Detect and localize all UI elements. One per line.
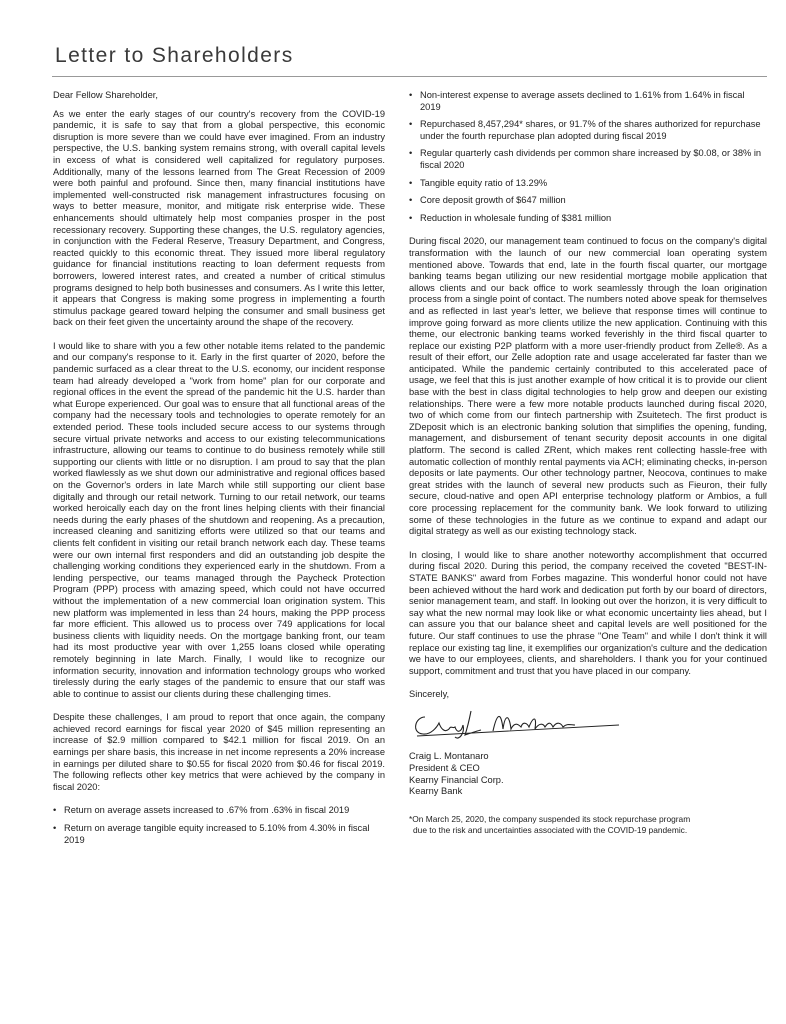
metric-item: • Return on average assets increased to .67% from .63% in fiscal 2019: [53, 805, 385, 817]
footnote-line: *On March 25, 2020, the company suspended its stock repurchase program: [409, 814, 691, 825]
paragraph-pandemic-response: I would like to share with you a few other notable items related to the pandemic and our company's response to it. Early in the first quarter of 2020, before the pandemic surfaced as a clear threat to the U.S. economy, our incident response team had already developed a "work from home" plan for our corporate and regional offices in the event the spread of the pandemic hit the U.S. harder than what Europe experienced. Our goal was to ensure that all functional areas of the company had the necessary tools and technologies to operate remotely for an extended period. These tools included secure access to our systems through secure virtual private networks and access to our existing telecommunications infrastructure, allowing our teams to continue to do business remotely while still supporting our clients with little or no disruption. I am proud to say that the plan worked flawlessly as we shut down our administrative and regional offices based on the Governor's orders in late March while still supporting our client base digitally and through our retail network. Turning to our retail network, our teams worked heroically each day on the front lines helping clients with their financial needs during the early phases of the shutdown and reopening. As a precaution, increased cleaning and sanitizing efforts were utilized so that our teams and clients felt confident in visiting our retail branch network each day. These teams were our own internal first responders and did an outstanding job despite the challenging working conditions they experienced early in the shutdown. From a lending perspective, our teams managed through the Paycheck Protection Program (PPP) process with amazing speed, which could not have occurred without the implementation of a new commercial loan origination system. This new platform was implemented in less than 24 hours, making the PPP process far more efficient. This allowed us to process over 749 applications for local business clients with liquidity needs. On the mortgage banking front, our team had its most productive year with over 1,255 loans closed while operating remotely beginning in late March. Finally, I would like to recognize our information security, innovation and information technology groups who worked tirelessly during the early stages of the pandemic to ensure that our staff was able to continue to assist our clients during these challenging times.: [53, 340, 385, 699]
greeting: Dear Fellow Shareholder,: [53, 90, 158, 100]
footnote-line: due to the risk and uncertainties associated with the COVID-19 pandemic.: [413, 824, 688, 835]
metric-item: • Return on average tangible equity increased to 5.10% from 4.30% in fiscal 2019: [53, 823, 385, 846]
closing-salutation: Sincerely,: [409, 689, 450, 700]
right-column: [409, 90, 767, 835]
signer-name: Craig L. Montanaro: [409, 750, 489, 761]
paragraph-earnings: Despite these challenges, I am proud to report that once again, the company achieved record earnings for fiscal year 2020 of $45 million representing an increase of $2.9 million compared to $42.1 million for fiscal 2019. On an earnings per share basis, this increase in net income represents a 20% increase in earnings per diluted share to $0.55 for fiscal 2020 from $0.46 for fiscal 2019. The following reflects other key metrics that were achieved by the company in fiscal 2020:: [53, 712, 385, 792]
metric-item: • Regular quarterly cash dividends per common share increased by $0.08, or 38% in fiscal 2020: [409, 148, 767, 171]
paragraph-recovery: As we enter the early stages of our country's recovery from the COVID-19 pandemic, it is safe to say that from a global perspective, this economic disruption is more severe than we could have ever imagined. From an industry perspective, the U.S. banking system remains strong, with overall capital levels in excess of what is considered well capitalized for regulatory purposes. Additionally, many of the lessons learned from The Great Recession of 2009 were both painful and profound. Since then, many financial institutions have implemented well-constructed risk management infrastructures focusing on ways to better measure, monitor, and mitigate risk enterprise wide. These enhancements should ultimately help most companies prosper in the post recessionary recovery. Supporting these changes, the U.S. regulatory agencies, in conjunction with the Federal Reserve, Treasury Department, and Congress, reacted quickly to this economic threat. They issued more liberal regulatory guidance for financial institutions reacting to loan deferment requests from borrowers, lowered interest rates, and created a number of critical stimulus programs designed to help both businesses and consumers. As I write this letter, it appears that Congress is making some progress in implementing a fourth stimulus package geared toward helping the consumer and small business get back on their feet given the uncertainty around the shape of the recovery.: [53, 108, 385, 328]
page-title: Letter to Shareholders: [55, 44, 294, 67]
paragraph-digital-transformation: During fiscal 2020, our management team continued to focus on the company's digital transformation with the launch of our new commercial loan operating system mentioned above. Towards that end, late in the fourth fiscal quarter, our mortgage banking teams began utilizing our new residential mortgage mobile application that allows clients and our back office to work seamlessly through the loan origination process from a single point of contact. The numbers noted above speak for themselves and as reflected in last year's letter, we believe that response times will continue to improve going forward as more clients utilize the new application. Continuing with this theme, our electronic banking teams worked feverishly in the third fiscal quarter to replace our existing P2P platform with a more user-friendly product from Zelle®. As a result of their effort, our Zelle adoption rate and usage accelerated far faster than we anticipated. While the pandemic certainly contributed to this accelerated pace of usage, we feel that this is just another example of how critical it is to provide our client base with the best in class digital technologies to help grow and deepen our existing relationships. There were a few more notable products launched during fiscal 2020, two of which come from our fintech partnership with Zsuitetech. The first product is ZDeposit which is an electronic banking solution that simplifies the opening, funding, management, and disbursement of tenant security deposit accounts in one digital platform. The second is called ZRent, which makes rent collecting hassle-free with automatic collection of monthly rental payments via ACH; eliminating checks, in-person deposits or late payments. Our other technology partner, Neocova, continues to make great strides with the launch of several new products such as Fieuron, their fully secure, cloud-native and open API enterprise technology platform or Ambios, a full core processing replacement for the community bank. We look forward to utilizing some of these technologies in the future as we continue to expand and adapt our digital strategy as well as our existing technology stack.: [409, 236, 767, 537]
metric-item: • Repurchased 8,457,294* shares, or 91.7% of the shares authorized for repurchase under the fourth repurchase plan adopted during fiscal 2019: [409, 119, 767, 142]
metrics-list-left: [53, 805, 385, 846]
left-column: [53, 90, 385, 858]
title-divider: [52, 76, 767, 77]
signer-title: President & CEO: [409, 762, 480, 773]
metric-item: • Non-interest expense to average assets declined to 1.61% from 1.64% in fiscal 2019: [409, 90, 767, 113]
metric-item: • Reduction in wholesale funding of $381 million: [409, 213, 767, 225]
metric-item: • Core deposit growth of $647 million: [409, 195, 767, 207]
metric-item: • Tangible equity ratio of 13.29%: [409, 178, 767, 190]
signature-block: [409, 689, 767, 798]
paragraph-closing: In closing, I would like to share another noteworthy accomplishment that occurred during fiscal 2020. During this period, the company received the coveted "BEST-IN-STATE BANKS" award from Forbes magazine. This wonderful honor could not have been achieved without the hard work and dedication put forth by our board of directors, senior management team, and staff. In looking out over the horizon, it is very difficult to say what the new normal may look like or what economic uncertainty lies ahead, but I can assure you that our balance sheet and capital levels are well positioned for the future. Our staff continues to use the phrase "One Team" and while I don't think it will replace our existing tag line, it exemplifies our organization's culture and the dedication we have to our employees, clients, and shareholders. I thank you for your continued support, commitment and trust that you have placed in our company.: [409, 549, 767, 676]
signer-bank: Kearny Bank: [409, 786, 463, 797]
handwritten-signature: [409, 703, 767, 745]
signer-company: Kearny Financial Corp.: [409, 774, 504, 785]
footnote: [409, 814, 767, 835]
metrics-list-right: [409, 90, 767, 224]
